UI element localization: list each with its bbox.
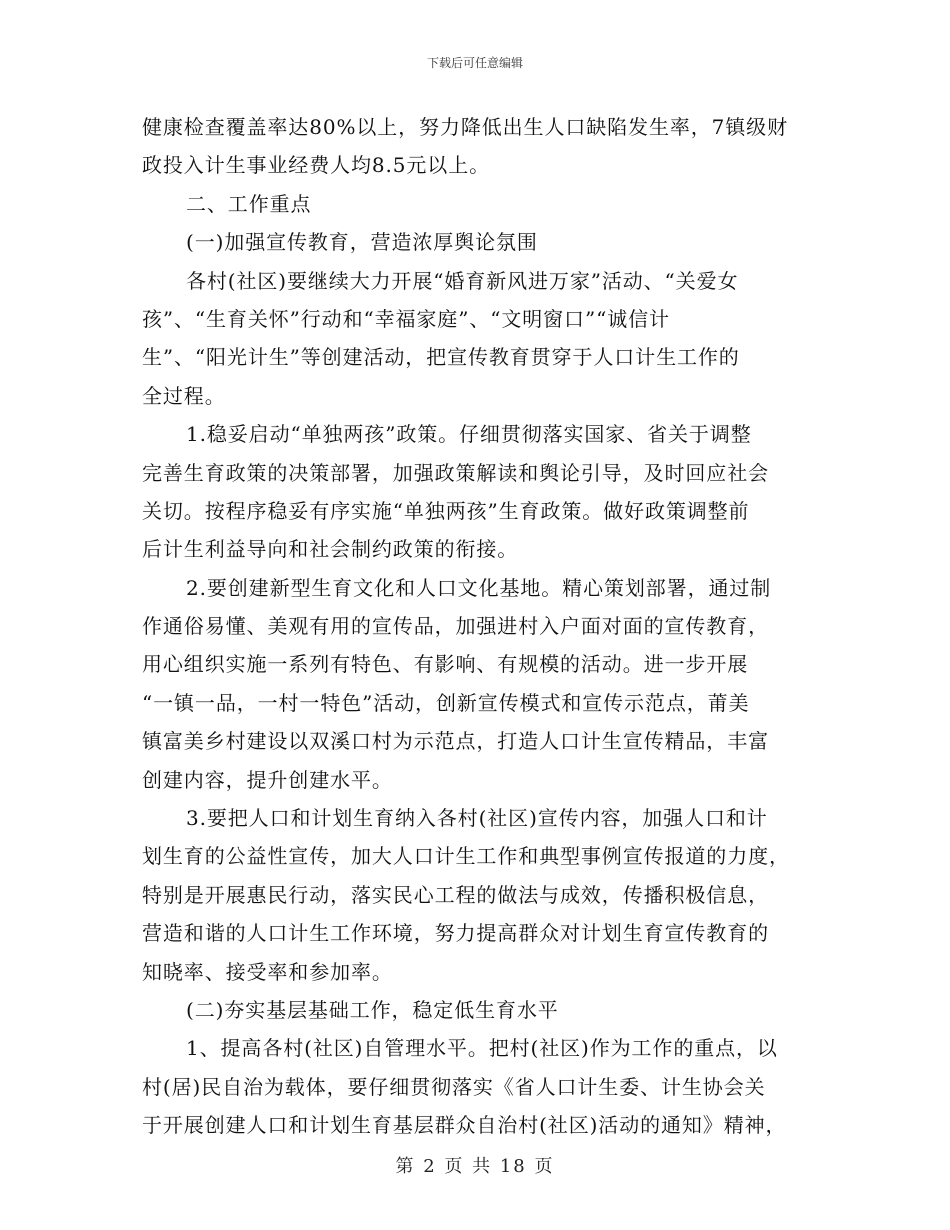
text-line: 作通俗易懂、美观有用的宣传品，加强进村入户面对面的宣传教育， <box>142 614 769 639</box>
page-header-note: 下载后可任意编辑 <box>426 56 523 70</box>
text-line: 孩”、“生育关怀”行动和“幸福家庭”、“文明窗口”“诚信计 <box>142 306 670 331</box>
text-line: 完善生育政策的决策部署，加强政策解读和舆论引导，及时回应社会 <box>142 460 769 485</box>
section-heading: 二、工作重点 <box>186 191 312 216</box>
text-line: 镇富美乡村建设以双溪口村为示范点，打造人口计生宣传精品，丰富 <box>142 729 769 754</box>
text-line: 后计生利益导向和社会制约政策的衔接。 <box>142 537 519 562</box>
text-line: 关切。按程序稳妥有序实施“单独两孩”生育政策。做好政策调整前 <box>142 498 750 523</box>
text-line: 1.稳妥启动“单独两孩”政策。仔细贯彻落实国家、省关于调整 <box>186 422 752 447</box>
text-line: 知晓率、接受率和参加率。 <box>142 959 393 984</box>
text-line: 政投入计生事业经费人均8.5元以上。 <box>142 153 491 178</box>
text-line: 用心组织实施一系列有特色、有影响、有规模的活动。进一步开展 <box>142 652 749 677</box>
text-line: 村(居)民自治为载体，要仔细贯彻落实《省人口计生委、计生协会关 <box>142 1074 766 1099</box>
subsection-heading: (二)夯实基层基础工作，稳定低生育水平 <box>186 997 559 1022</box>
text-line: 健康检查覆盖率达80%以上，努力降低出生人口缺陷发生率，7镇级财 <box>142 115 788 139</box>
text-line: 全过程。 <box>142 383 226 408</box>
text-line: 各村(社区)要继续大力开展“婚育新风进万家”活动、“关爱女 <box>186 268 739 293</box>
text-line: 2.要创建新型生育文化和人口文化基地。精心策划部署，通过制 <box>186 575 772 600</box>
document-body <box>142 108 810 1145</box>
text-line: 划生育的公益性宣传，加大人口计生工作和典型事例宣传报道的力度， <box>142 844 790 869</box>
text-line: 3.要把人口和计划生育纳入各村(社区)宣传内容，加强人口和计 <box>186 806 768 831</box>
text-line: 营造和谐的人口计生工作环境，努力提高群众对计划生育宣传教育的 <box>142 921 769 946</box>
text-line: 1、提高各村(社区)自管理水平。把村(社区)作为工作的重点，以 <box>186 1036 778 1061</box>
text-line: 生”、“阳光计生”等创建活动，把宣传教育贯穿于人口计生工作的 <box>142 345 740 370</box>
text-line: 于开展创建人口和计划生育基层群众自治村(社区)活动的通知》精神， <box>142 1113 787 1138</box>
text-line: “一镇一品，一村一特色”活动，创新宣传模式和宣传示范点，莆美 <box>142 690 750 715</box>
page-number: 第 2 页 共 18 页 <box>395 1156 555 1177</box>
text-line: 创建内容，提升创建水平。 <box>142 767 393 792</box>
text-line: 特别是开展惠民行动，落实民心工程的做法与成效，传播积极信息， <box>142 882 769 907</box>
subsection-heading: (一)加强宣传教育，营造浓厚舆论氛围 <box>186 230 538 255</box>
